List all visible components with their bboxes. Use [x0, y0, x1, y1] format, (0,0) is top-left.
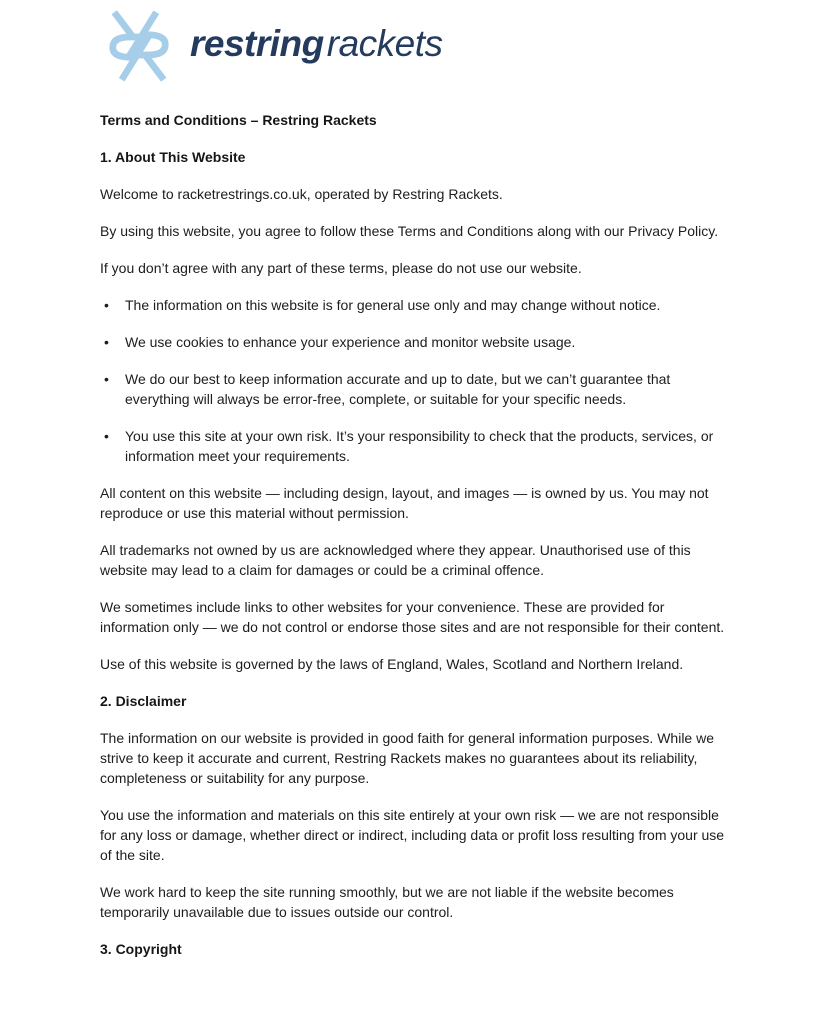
terms-content [100, 110, 735, 959]
logo-mark-icon [100, 10, 178, 82]
paragraph: By using this website, you agree to follow these Terms and Conditions along with our Privacy Policy. [100, 223, 719, 239]
bullet-item: • You use this site at your own risk. It’s your responsibility to check that the products, services, or information meet your requirements. [100, 426, 735, 466]
bullet-item: • We do our best to keep information accurate and up to date, but we can’t guarantee that everything will always be error-free, complete, or suitable for your specific needs. [100, 369, 735, 409]
paragraph: All trademarks not owned by us are acknowledged where they appear. Unauthorised use of this website may lead to a claim for damages or could be a criminal offence. [100, 542, 691, 578]
bullet-list [100, 295, 735, 466]
section-heading: 2. Disclaimer [100, 693, 187, 709]
paragraph: All content on this website — including design, layout, and images — is owned by us. You may not reproduce or use this material without permission. [100, 485, 709, 521]
paragraph: Welcome to racketrestrings.co.uk, operated by Restring Rackets. [100, 186, 503, 202]
paragraph: The information on our website is provided in good faith for general information purposes. While we strive to keep it accurate and current, Restring Rackets makes no guarantees about its reliability, completeness or suitability for any purpose. [100, 730, 714, 786]
logo-wordmark [190, 22, 443, 68]
paragraph: We sometimes include links to other websites for your convenience. These are provided for information only — we do not control or endorse those sites and are not responsible for their content. [100, 599, 725, 635]
paragraph: You use the information and materials on this site entirely at your own risk — we are not responsible for any loss or damage, whether direct or indirect, including data or profit loss resulting from your use of the site. [100, 807, 725, 863]
document-body [100, 147, 735, 959]
section-heading: 1. About This Website [100, 149, 246, 165]
bullet-item: • We use cookies to enhance your experience and monitor website usage. [100, 332, 735, 352]
section-heading: 3. Copyright [100, 941, 182, 957]
paragraph: We work hard to keep the site running smoothly, but we are not liable if the website becomes temporarily unavailable due to issues outside our control. [100, 884, 674, 920]
brand-rackets: rackets [326, 22, 443, 64]
site-header [100, 10, 735, 82]
brand-restring: restring [190, 22, 324, 64]
bullet-item: • The information on this website is for general use only and may change without notice. [100, 295, 735, 315]
paragraph: If you don’t agree with any part of these terms, please do not use our website. [100, 260, 582, 276]
paragraph: Use of this website is governed by the laws of England, Wales, Scotland and Northern Ireland. [100, 656, 684, 672]
document-title: Terms and Conditions – Restring Rackets [100, 112, 377, 128]
